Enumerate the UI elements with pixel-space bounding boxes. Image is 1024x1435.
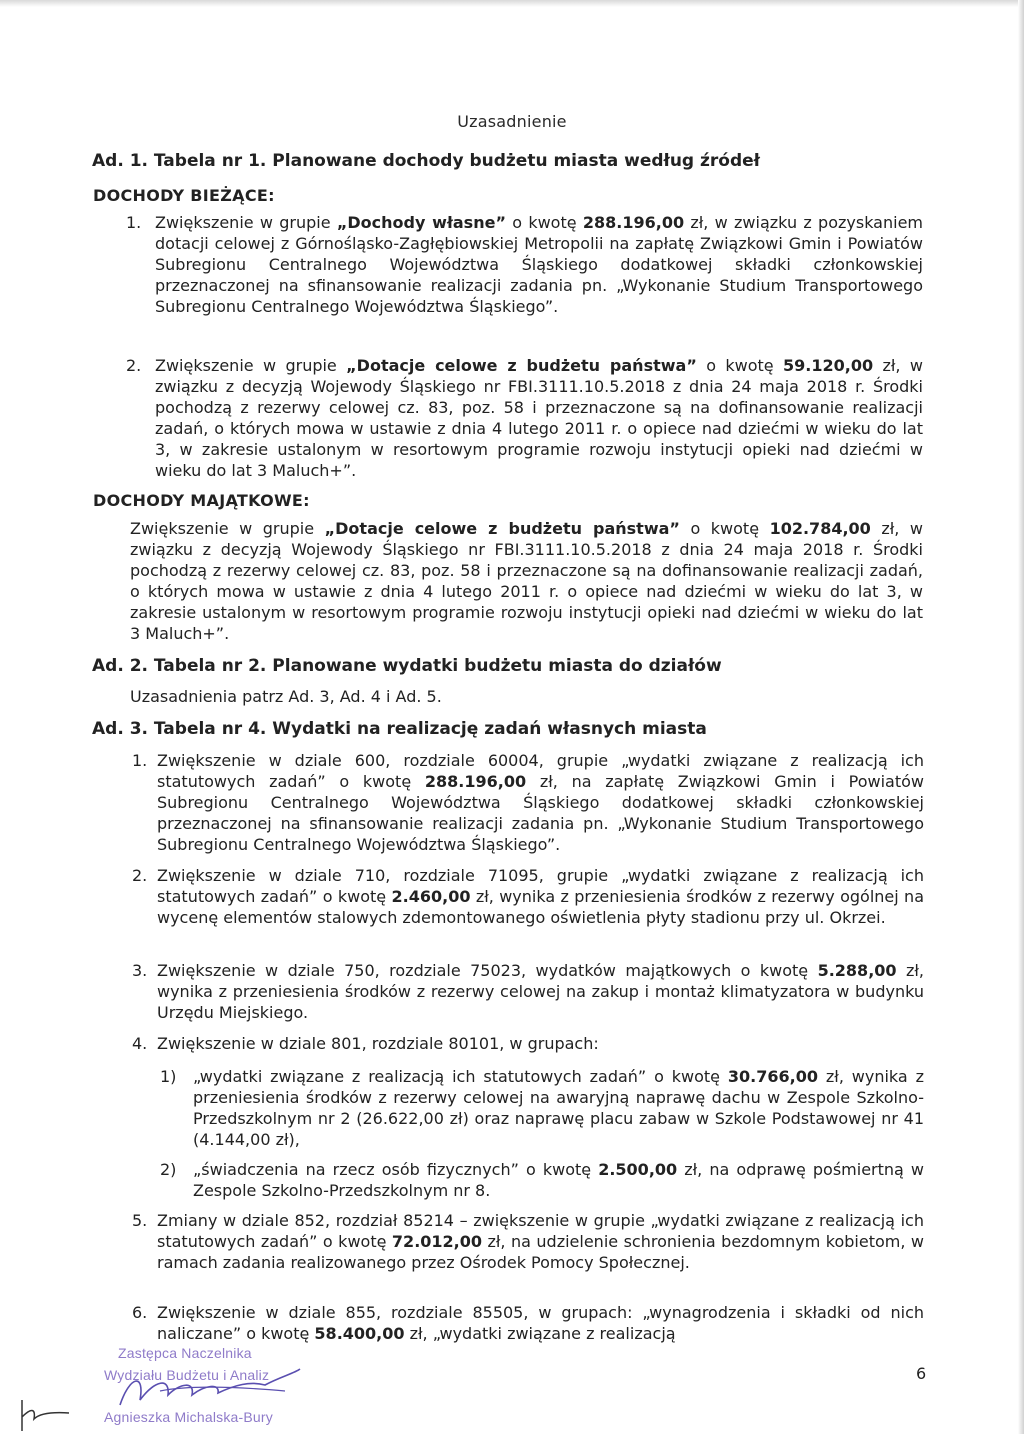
scan-edge-right xyxy=(1018,0,1024,1434)
amount: 288.196,00 xyxy=(424,772,527,791)
expense-item-3 xyxy=(157,960,924,1023)
text-span: zł, wynika z przeniesienia środków z rezerwy ogólnej na wycenę elementów stalowych zdemontowanego oświetlenia płyty stadionu przy ul. Okrzei. xyxy=(157,887,925,927)
amount: 2.460,00 xyxy=(391,887,471,906)
ad1-heading: Ad. 1. Tabela nr 1. Planowane dochody budżetu miasta według źródeł xyxy=(92,151,760,171)
handwritten-signature xyxy=(100,1355,310,1415)
stamp-line-title: Zastępca Naczelnika xyxy=(118,1345,252,1361)
item-number: 5. xyxy=(132,1211,148,1230)
income-item-1 xyxy=(155,212,923,317)
text-span: zł, na udzielenie schronienia bezdomnym kobietom, w ramach zadania realizowanego przez Ośrodek Pomocy Społecznej. xyxy=(157,1232,924,1272)
text-span: o kwotę xyxy=(696,356,784,375)
text-span: zł, wynika z przeniesienia środków z rezerwy celowej na awaryjną naprawę dachu w Zespole Szkolno-Przedszkolnym nr 2 (26.622,00 zł) oraz naprawę placu zabaw w Szkole Podstawowej nr 41 (4.144,00 zł), xyxy=(193,1067,924,1149)
stamp-line-department: Wydziału Budżetu i Analiz xyxy=(104,1367,270,1383)
text-span: „wydatki związane z realizacją ich statutowych zadań” o kwotę xyxy=(193,1067,728,1086)
amount: 59.120,00 xyxy=(783,356,874,375)
text-span: zł, w związku z decyzją Wojewody Śląskiego nr FBI.3111.10.5.2018 z dnia 24 maja 2018 r. Środki pochodzą z rezerwy celowej cz. 83, poz. 58 i przeznaczone są na dofinansowanie realizacji zadań, o których mowa w ustawie z dnia 4 lutego 2011 r. o opiece nad dziećmi w wieku do lat 3, w zakresie ustalonym w resortowym programie rozwoju instytucji opieki nad dziećmi w wieku do lat 3 Maluch+”. xyxy=(155,356,923,480)
initials-mark xyxy=(14,1395,74,1435)
document-title: Uzasadnienie xyxy=(457,112,567,131)
item-number: 1. xyxy=(132,751,148,770)
item-number: 3. xyxy=(132,961,148,980)
text-span: zł, w związku z pozyskaniem dotacji celowej z Górnośląsko-Zagłębiowskiej Metropolii na zapłatę Związkowi Gmin i Powiatów Subregionu Centralnego Województwa Śląskiego dodatkowej składki członkowskiej przeznaczonej na sfinansowanie realizacji zadania pn. „Wykonanie Studium Transportowego Subregionu Centralnego Województwa Śląskiego”. xyxy=(155,213,923,316)
subitem-number: 2) xyxy=(160,1160,177,1179)
amount: 288.196,00 xyxy=(582,213,685,232)
item-number: 1. xyxy=(126,213,142,232)
ad3-heading: Ad. 3. Tabela nr 4. Wydatki na realizację zadań własnych miasta xyxy=(92,719,707,739)
subitem-number: 1) xyxy=(160,1067,177,1086)
capital-income-heading: DOCHODY MAJĄTKOWE: xyxy=(93,491,310,510)
item-number: 2. xyxy=(132,866,148,885)
text-span: zł, w związku z decyzją Wojewody Śląskiego nr FBI.3111.10.5.2018 z dnia 24 maja 2018 r. Środki pochodzą z rezerwy celowej cz. 83, poz. 58 i przeznaczone są na dofinansowanie realizacji zadań, o których mowa w ustawie z dnia 4 lutego 2011 r. o opiece nad dziećmi w wieku do lat 3, w zakresie ustalonym w resortowym programie rozwoju instytucji opieki nad dziećmi w wieku do lat 3 Maluch+”. xyxy=(130,519,923,643)
text-span: „świadczenia na rzecz osób fizycznych” o kwotę xyxy=(193,1160,599,1179)
income-item-2 xyxy=(155,355,923,481)
text-span: Zwiększenie w grupie xyxy=(155,213,337,232)
expense-item-4-1 xyxy=(193,1066,924,1150)
expense-item-4: Zwiększenie w dziale 801, rozdziale 80101, w grupach: xyxy=(157,1034,599,1053)
text-span: Zwiększenie w dziale 855, rozdziale 85505, w grupach: „wynagrodzenia i składki od nich naliczane” o kwotę xyxy=(157,1303,924,1343)
expense-item-5 xyxy=(157,1210,924,1273)
capital-income-text xyxy=(130,518,923,644)
current-income-heading: DOCHODY BIEŻĄCE: xyxy=(93,186,275,205)
expense-item-4-2 xyxy=(193,1159,924,1201)
expense-item-2 xyxy=(157,865,924,928)
text-span: Zwiększenie w dziale 600, rozdziale 60004, grupie „wydatki związane z realizacją ich statutowych zadań” o kwotę xyxy=(157,751,924,791)
item-number: 2. xyxy=(126,356,142,375)
text-span: zł, wynika z przeniesienia środków z rezerwy celowej na zakup i montaż klimatyzatora w budynku Urzędu Miejskiego. xyxy=(157,961,924,1022)
expense-item-1 xyxy=(157,750,924,855)
ad2-text: Uzasadnienia patrz Ad. 3, Ad. 4 i Ad. 5. xyxy=(130,687,442,706)
text-span: Zwiększenie w grupie xyxy=(155,356,347,375)
group-name: „Dotacje celowe z budżetu państwa” xyxy=(346,356,697,375)
expense-item-6 xyxy=(157,1302,924,1344)
text-span: zł, na zapłatę Związkowi Gmin i Powiatów Subregionu Centralnego Województwa Śląskiego dodatkowej składki członkowskiej przeznaczonej na sfinansowanie realizacji zadania pn. „Wykonanie Studium Transportowego Subregionu Centralnego Województwa Śląskiego”. xyxy=(157,772,924,854)
stamp-line-name: Agnieszka Michalska-Bury xyxy=(104,1409,273,1425)
text-span: Zwiększenie w dziale 710, rozdziale 71095, grupie „wydatki związane z realizacją ich statutowych zadań” o kwotę xyxy=(157,866,924,906)
page-number: 6 xyxy=(916,1364,927,1383)
text-span: zł, na odprawę pośmiertną w Zespole Szkolno-Przedszkolnym nr 8. xyxy=(193,1160,925,1200)
item-number: 6. xyxy=(132,1303,148,1322)
text-span: Zmiany w dziale 852, rozdział 85214 – zwiększenie w grupie „wydatki związane z realizacją ich statutowych zadań” o kwotę xyxy=(157,1211,924,1251)
text-span: Zwiększenie w grupie xyxy=(130,519,325,538)
scan-edge-top xyxy=(0,0,1024,7)
text-span: o kwotę xyxy=(505,213,583,232)
amount: 2.500,00 xyxy=(598,1160,678,1179)
amount: 102.784,00 xyxy=(769,519,871,538)
amount: 58.400,00 xyxy=(314,1324,405,1343)
text-span: o kwotę xyxy=(679,519,770,538)
text-span: zł, „wydatki związane z realizacją xyxy=(404,1324,676,1343)
ad2-heading: Ad. 2. Tabela nr 2. Planowane wydatki budżetu miasta do działów xyxy=(92,656,722,676)
item-number: 4. xyxy=(132,1034,148,1053)
amount: 30.766,00 xyxy=(727,1067,818,1086)
amount: 72.012,00 xyxy=(391,1232,483,1251)
group-name: „Dochody własne” xyxy=(336,213,506,232)
amount: 5.288,00 xyxy=(817,961,897,980)
text-span: Zwiększenie w dziale 750, rozdziale 75023, wydatków majątkowych o kwotę xyxy=(157,961,818,980)
group-name: „Dotacje celowe z budżetu państwa” xyxy=(324,519,680,538)
